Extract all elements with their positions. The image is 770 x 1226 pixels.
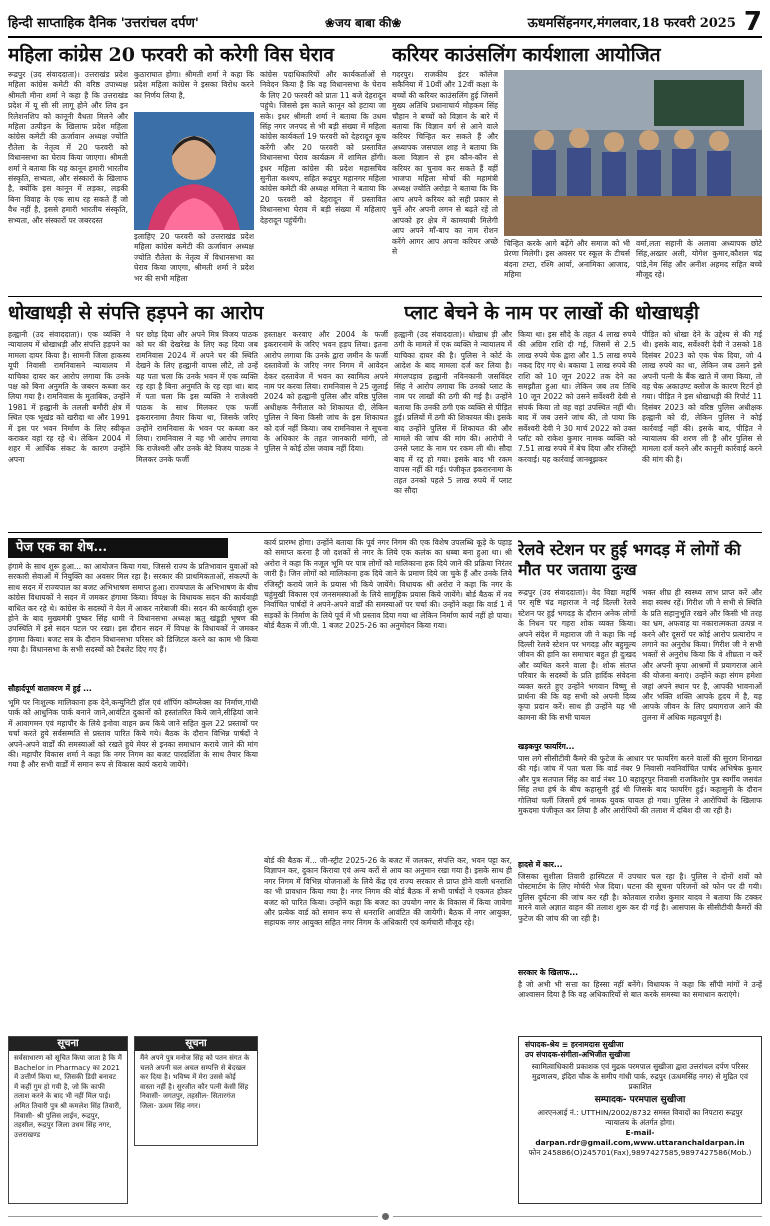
story4-col2: किया था। इस सौदे के तहत 4 लाख रुपये की अग्रिम राशि दी गई, जिसमें से 2.5 लाख रुपये चेक द्वारा और 1.5 लाख रुपये नकद दिए गए थे। बकाया 1 लाख रुपये की राशि को 10 जून 2022 तक देने का समझौता हुआ था। लेकिन जब तय तिथि 10 जून 2022 को उसने सर्वेश्वरी देवी से संपर्क किया तो वह वहां उपस्थित नहीं थी। बाद में जब उसने जांच की, तो पाया कि सर्वेश्वरी देवी ने 30 मार्च 2022 को उक्त प्लॉट को राकेश कुमार नामक व्यक्ति को 7.51 लाख रुपये में बेच दिया और रजिस्ट्री करवाई। यह कार्रवाई जानबूझकर [518, 330, 636, 464]
imprint-chief-editor: सम्पादक- परमपाल सुखीजा [594, 1095, 686, 1105]
masthead [8, 8, 762, 38]
notice-1-title: सूचना [9, 1037, 127, 1051]
masthead-date: ऊधमसिंहनगर,मंगलवार,18 फरवरी 2025 [527, 16, 736, 31]
story2-caption-left: चिन्हित करके आगे बढ़ेंगे और समाज को भी प्रेरणा मिलेगी। इस अवसर पर स्कूल के टीचर्स बंदना टम्टा, रश्मि आर्या, अनामिका आजाद, महिमा [504, 239, 630, 280]
imprint-coeditor: उप संपादक-संगीता-अभिजीत सुखीजा [525, 1050, 630, 1059]
notice-2-body: मैंने अपने पुत्र मनोज सिंह को पतन संगत के चलते अपनी चल अचल सम्पत्ति से बेदखल कर दिया है। भविष्य में मेरा उससे कोई वास्ता नहीं है। सुरजीत कौर पत्नी केसी सिंह निवासी- जगतपुर, तहसील- सितारगंज जिला- ऊधम सिंह नगर। [140, 1054, 250, 1110]
story6-text3: है जो अभी भी सत्ता का हिस्सा नहीं बनेंगे। विधायक ने कहा कि सौंपी मांगों ने उन्हें आश्वासन दिया है कि वह अधिकारियों से बात करके समस्या का समाधान कराएंगे। [518, 980, 762, 1000]
masthead-paper-name: हिन्दी साप्ताहिक दैनिक 'उत्तरांचल दर्पण' [8, 16, 199, 31]
story6-subhead: हादसे में कार... [518, 860, 563, 869]
page-one-col1b: भूमि पर निःशुल्क मालिकाना हक देने,कन्युनिटी हॉल एवं शॉपिंग कॉम्प्लेक्स का निर्माण,गांधी पार्क को आधुनिक पार्क बनाने जाने,आवंटित दुकानों को हस्तांतरित किये जाने,सीढ़ियां जाने में आवागमन एवं महापौर के लिये इनोवा वाहन क्रय किये जाने सहित कुल 22 प्रस्तावों पर चर्चा करते हुये सर्वसम्मति से प्रस्ताव पारित किये गये। बैठक के दौरान विभिन्न पार्षदों ने अपने-अपने वार्डों की समस्याओं को रखते हुये मेयर से इनका समाधान कराये जाने की मांग की। महापौर विकास शर्मा ने कहा कि नगर निगम का बजट पारदर्शिता के साथ तैयार किया गया है और सभी वार्डों में समान रूप से विकास कार्य कराये जायेंगे। [8, 698, 258, 770]
story1-body [8, 70, 386, 292]
page-bottom-bar [8, 1212, 762, 1220]
story6-lead: खड़कपुर फायरिंग... [518, 742, 575, 751]
story2-photo [504, 70, 762, 236]
story5-headline: रेलवे स्टेशन पर हुई भगदड़ में लोगों की मौत पर जताया दुःख [518, 540, 741, 579]
story6-text: पास लगे सीसीटीवी कैमरे की फुटेज के आधार पर फायरिंग करने वालों की सुराग शिनाख्त की गई। जांच में पता चला कि वार्ड नंबर 9 निवासी नवनिर्वाचित पार्षद अभिषेक कुमार और पुत्र सतपाल सिंह का वार्ड नंबर 10 बहादुरपुर निवासी राजकिशोर पुत्र स्वर्गीय जसवंत सिंह तथा हर्ष के बीच कहासुनी हुई थी जिसके बाद फायरिंग हुई। कहासुनी के दौरान गोलियां चलीं जिसमें हर्ष नामक युवक घायल हो गया। पुलिस ने आरोपियों के खिलाफ मुकदमा पंजीकृत कर लिया है और आरोपियों की तलाश में दबिश दी जा रही है। [518, 754, 762, 816]
page-one-continued-title: पेज एक का शेष... [8, 538, 228, 558]
imprint-email: E-mail-darpan.rdr@gmail.com,www.uttaranchaldarpan.in [535, 1128, 745, 1147]
story4-headline: प्लाट बेचने के नाम पर लाखों की धोखाधड़ी [404, 302, 699, 324]
story4-col1: हल्द्वानी (उद संवाददाता)। धोखाध ड़ी और ठगी के मामले में एक व्यक्ति ने न्यायालय में याचिका दायर की है। पुलिस ने कोर्ट के आदेश के बाद मामला दर्ज कर लिया है। मंगलपड़ाव हल्द्वानी नविनकानी जसविंदर सिंह ने आरोप लगाया कि उनको प्लाट के नाम पर लाखों की ठगी की गई है। उन्होंने बताया कि उनकी ठगी एक व्यक्ति से पीड़ित हुई। प्रलियों में ठगी की शिकायत की। इसके बाद उन्होंने पुलिस में शिकायत की और मामले की जांच की मांग की। आरोपी ने उनसे प्लाट के नाम पर रकम ली थी। सौदा बाद में रद्द हो गया। इसके बाद भी रकम वापस नहीं की गई। पंजीकृत इकरारनामा के तहत उनको पहले 5 लाख रुपये में प्लाट का सौदा [394, 330, 512, 496]
story3-body [8, 330, 388, 528]
masthead-motto: ❀जय बाबा की❀ [324, 15, 402, 30]
page-one-col1: हंगामे के साथ शुरू हुआ... का आयोजन किया गया, जिससे राज्य के प्रतिभावान युवाओं को सरकारी सेवाओं में नियुक्ति का अवसर मिल रहा है। सरकार की प्राथमिकताओं, संकल्पों के साथ सदन में राज्यपाल का बजट अभिभाषण समाप्त हुआ। राज्यपाल के अभिभाषण के बीच कांग्रेस विधायकों ने सदन में जमकर हंगामा किया। विपक्ष के विधायक सदन की कार्यवाही बाधित कर रहे थे। कांग्रेस के सदस्यों ने वेल में आकर नारेबाजी की। सदन की कार्यवाही शुरू होने के बाद मुख्यमंत्री पुष्कर सिंह धामी ने विधानसभा अध्यक्ष ऋतु खंडूड़ी भूषण की उपस्थिति में इसे सदन पटल पर रखा। इस दौरान सदन में विपक्ष के विधायकों ने जमकर हंगामा किया। बजट सत्र के दौरान विधानसभा परिसर को डिजिटल करने का काम भी किया गया है। विधानसभा के सभी सदस्यों को टैबलेट दिए गए हैं। [8, 562, 258, 655]
story5-col2: भक्त शीघ्र ही स्वस्थ्य लाभ प्राप्त करें और सदा स्वस्थ रहें। गिरीश जी ने सभी से स्थिति के प्रति सहानुभूति रखने और किसी भी तरह का भ्रम, अफवाह या नकारात्मकता उत्पन्न न करने और दूसरों पर कोई आरोप प्रत्यारोप न लगाने का अनुरोध किया। गिरीश जी ने सभी भक्तों से अनुरोध किया कि वे शीघ्रता न करें और अपनी कृपा आश्रमों में प्रयागराज आने की योजना बनाएं। उन्होंने कहा संगम हमेशा जहां अपने स्थान पर है, आपकी भावनाओं और भक्ति शक्ति आपके हृदय में है, यह आपके जीवन के लिए प्रयागराज आने की तुलना में अधिक महत्वपूर्ण है। [642, 588, 762, 722]
registration-mark-icon [382, 1213, 389, 1220]
classroom-students-photo [504, 70, 762, 236]
story6-text2: जिसका सुशीला तिवारी हास्पिटल में उपचार चल रहा है। पुलिस ने दोनों शवों को पोस्टमार्टम के लिए मोर्चरी भेज दिया। घटना की सूचना परिजनों को फोन पर दी गयी। पुलिस दुर्घटना की जांच कर रही है। कोतवाल राजेश कुमार यादव ने बताया कि टक्कर मारने वाले अज्ञात वाहन की तलाश शुरू कर दी गई है। आसपास के सीसीटीवी कैमरों की फुटेज की जांच की जा रही है। [518, 872, 762, 923]
notice-1-body: सर्वसाधारण को सूचित किया जाता है कि मैं Bachelor in Pharmacy का 2021 में उत्तीर्ण किया था, जिसकी डिग्री बनावट में कहीं गुम हो गयी है, जो कि काफी तलाश करने के बाद भी नहीं मिल पाई। अमित तिवारी पुत्र श्री कमलेश सिंह तिवारी, निवासी- श्री पुलिस लाईन, रूद्रपुर, तहसील, रूद्रपुर जिला उधम सिंह नगर, उत्तराखण्ड [14, 1054, 122, 1139]
story2-media [504, 70, 762, 292]
story1-middle [134, 70, 254, 292]
imprint-rni: आरएनआई नं.: UTTHIN/2002/8732 समस्त विवादों का निपटारा रूद्रपुर न्यायालय के अंतर्गत होगा। [537, 1108, 743, 1127]
section-divider [8, 532, 762, 533]
story3-col3: हस्ताक्षर करवाए और 2004 के फर्जी इकरारनामे के जरिए भवन हड़प लिया। इतना आरोप लगाया कि उनके द्वारा जमीन के फर्जी दस्तावेजों के जरिए नगर निगम में आवेदन देकर दस्तावेज में भवन का स्वामित्व अपने नाम पर करवा लिया। रामनिवास ने 25 जुलाई 2024 को हल्द्वानी पुलिस और वरिष्ठ पुलिस अधीक्षक नैनीताल को शिकायत दी, लेकिन पुलिस ने बिना किसी जांच के इस शिकायत को दर्ज नहीं किया। जब रामनिवास ने सूचना के अधिकार के तहत जानकारी मांगी, तो पुलिस ने कोई ठोस जवाब नहीं दिया। [264, 330, 388, 454]
story3-headline: धोखाधड़ी से संपत्ति हड़पने का आरोप [8, 302, 264, 324]
story6-subhead2: सरकार के खिलाफ... [518, 968, 579, 977]
page-one-subhead: सौहार्दपूर्ण वातावरण में हुई ... [8, 684, 92, 693]
story2-caption-right: वर्मा,लता सहानी के अलावा अध्यापक छोटे सिंह,अख्तर अली, योगेश कुमार,कौशल चंद्र पांडे,नेम सिंह और अनीश अहमद सहित बच्चे मौजूद रहे। [636, 239, 762, 280]
story2-headline: करियर काउंसलिंग कार्यशाला आयोजित [392, 44, 661, 66]
page-one-col2b: बोर्ड की बैठक में... जी-स्ट्रीट 2025-26 के बजट में जलकर, संपत्ति कर, भवन पट्टा कर, विज्ञापन कर, दुकान किराया एवं अन्य करों से आय का अनुमान रखा गया है। इसके साथ ही नगर निगम में विभिन्न योजनाओं के लिये केंद्र एवं राज्य सरकार से प्राप्त होने वाली धनराशि का भी प्रावधान किया गया है। नगर निगम की बोर्ड बैठक में सभी पार्षदों ने एकमत होकर बजट को पारित किया। उन्होंने कहा कि बजट का उपयोग नगर के विकास में किया जायेगा और प्रत्येक वार्ड को समान रूप से धनराशि आवंटित की जायेगी। बैठक में नगर आयुक्त, सहायक नगर आयुक्त सहित नगर निगम के अधिकारी एवं कर्मचारी मौजूद रहे। [264, 856, 512, 928]
notice-box-1 [8, 1036, 128, 1204]
story1-col3: कांग्रेस पदाधिकारियों और कार्यकर्ताओं से निवेदन किया है कि वह विधानसभा के घेराव के लिए 20 फरवरी को प्रातः 11 बजे देहरादून पहुंचे। जिससे इस काले कानून को हटाया जा सके। इधर श्रीमती शर्मा ने बताया कि उधम सिंह नगर जनपद से भी बड़ी संख्या में महिला कांग्रेस कार्यकर्ता 19 फरवरी को देहरादून कूच करेंगी और 20 फरवरी को प्रस्तावित विधानसभा घेराव कार्यक्रम में शामिल होंगी। इधर महिला कांग्रेस की प्रदेश महासचिव सुनीता कश्यप, सहित रूद्रपुर महानगर महिला कांग्रेस कमेटी की अध्यक्ष ममिता ने बताया कि 20 फरवरी को देहरादून में प्रस्तावित विधानसभा घेराव में बड़ी संख्या में महिलाएं देहरादून पहुंचेंगी। [260, 70, 386, 225]
imprint-publisher-line: स्वामित्वाधिकारी प्रकाशक एवं मुद्रक परमपाल सुखीजा द्वारा उत्तरांचल दर्पण परिसर मुद्रणालय, इंदिरा चौक के समीप गांधी पार्क, रुद्रपुर (ऊधमसिंह नगर) से मुद्रित एवं प्रकाशित [531, 1062, 749, 1091]
notice-box-2 [134, 1036, 258, 1146]
imprint-box [518, 1036, 762, 1204]
imprint-editor: संपादक-श्रेय ≡ हरनामदास सुखीजा [525, 1040, 624, 1049]
story5-col1: रूद्रपुर (उद संवाददाता)। वेद विद्या महर्षि पर सृष्टि चंद्र महाराज ने नई दिल्ली रेलवे स्टेशन पर हुई भगदड़ के दौरान अनेक लोगों के निधन पर गहरा शोक व्यक्त किया। अपने संदेश में महाराज जी ने कहा कि नई दिल्ली रेलवे स्टेशन पर भगदड़ और बहुमूल्य जीवन की हानि का समाचार बहुत ही दुःखद और व्यथित करने वाला है। शोक संतप्त परिवार के सदस्यों के प्रति हार्दिक संवेदना व्यक्त करते हुए उन्होंने भगवान विष्णु से प्रार्थना की कि वह सभी को अपनी दिव्य कृपा प्रदान करें। साथ ही उन्होंने यह भी कामना की कि सभी घायल [518, 588, 636, 722]
section-divider [8, 296, 762, 297]
story1-col2: कुठाराघात होगा। श्रीमती शर्मा ने कहा कि प्रदेश महिला कांग्रेस ने इसका विरोध करने का निर्णय लिया है, [134, 70, 254, 100]
notice-2-title: सूचना [135, 1037, 257, 1051]
story1-headline: महिला कांग्रेस 20 फरवरी को करेगी विस घेराव [8, 44, 334, 66]
story6-body [518, 742, 762, 1032]
story3-col2: घर छोड़ दिया और अपने मित्र विजय पाठक को घर की देखरेख के लिए कह दिया जब रामनिवास 2024 में अपने घर की स्थिति देखने के लिए हल्द्वानी वापस लौटे, तो उन्हें यह पता चला कि उनके भवन में एक व्यक्ति रह रहा है बिना अनुमति के रह रहा था। बाद में पता चला कि इस व्यक्ति ने राजेश्वरी पाठक के साथ मिलकर एक फर्जी इकरारनामा तैयार किया था, जिसके जरिए उन्होंने रामनिवास के भवन पर कब्जा कर लिया। रामनिवास ने यह भी आरोप लगाया कि राजेश्वरी और उनके बेटे विजय पाठक ने मिलकर उनके फर्जी [136, 330, 258, 464]
story5-body [518, 588, 762, 738]
woman-portrait-photo [134, 112, 254, 230]
imprint-phone: फोन 245886(O)245701(Fax),9897427585,9897427586(Mob.) [528, 1148, 752, 1157]
story1-photo [134, 112, 254, 230]
story4-body [394, 330, 762, 528]
story2-col1: गदरपुर। राजकीय इंटर कॉलेज सकैनिया में 10वीं और 12वीं कक्षा के बच्चों की करियर काउंसलिंग हुई जिसमें मुख्य अतिथि प्रधानाचार्य मोहकम सिंह चौहान ने बच्चों को विज्ञान के बारे में बताया कि विज्ञान वर्ग से आने वाले करियर चिन्हित कर सकते हैं और अध्यापक जसपाल शाह ने बताया कि कला विज्ञान से हम कौन-कौन से करियर का चुनाव कर सकते हैं वहीं भाजपा महिला मोर्चा की महामंत्री अध्यक्ष ज्योति अरोड़ा ने बताया कि कि आप अपने करियर को सही प्रकार से चुनें और अपनी लगन से बढ़ते रहें तो आपको हर क्षेत्र में कामयाबी मिलेगी आप अपने माँ-बाप का नाम रोशन करेंगे आगर आप अपना करियर अच्छे से [392, 70, 498, 256]
story4-col3: पीड़ित को धोखा देने के उद्देश्य से की गई थी। इसके बाद, सर्वेश्वरी देवी ने उसको 18 दिसंबर 2023 को एक चेक दिया, जो 4 लाख रुपये का था, लेकिन जब उसने इसे अपनी पत्नी के बैंक खाते में जमा किया, तो वह चेक अकाउण्ट क्लोज के कारण रिटर्न हो गया। पीड़ित ने इस धोखाधड़ी की रिपोर्ट 11 दिसंबर 2023 को वरिष्ठ पुलिस अधीक्षक हल्द्वानी को दी, लेकिन पुलिस ने कोई कार्रवाई नहीं की। इसके बाद, पीड़ित ने न्यायालय की शरण ली है और पुलिस से मामला दर्ज करने और कानूनी कार्रवाई करने की मांग की है। [642, 330, 762, 464]
page-one-col2: कार्य प्रारम्भ होगा। उन्होंने बताया कि पूर्व नगर निगम की एक विशेष उपलब्धि कूड़े के पहाड़ को समाप्त करना है जो दशकों से नगर के लिये एक कलंक का धब्बा बना हुआ था। श्री अरोरा ने कहा कि नजूल भूमि पर पात्र लोगों को मालिकाना हक दिये जाने की प्रक्रिया निरंतर जारी है। जिन लोगों को मालिकाना हक दिये जाने के प्रमाण दिये जा चुके हैं और उनके लिये रजिस्ट्री कराये जाने के प्रयास भी किये जायेंगे। विधायक श्री अरोरा ने कहा कि नगर के चहुंमुखी विकास एवं जनसमस्याओं के लिये सामूहिक प्रयास किये जायेंगे। बोर्ड बैठक में नव निर्वाचित पार्षदों ने अपने-अपने वार्डों की समस्याओं पर चर्चा की। उन्होंने कहा कि वार्ड 1 में सड़कों के निर्माण के लिये पूर्व में भी प्रस्ताव दिया गया था लेकिन निर्माण कार्य नहीं हो पाया। बोर्ड बैठक में जी.पी. 1 बजट 2025-26 का अनुमोदन किया गया। [264, 538, 512, 631]
page-number: 7 [743, 7, 762, 37]
story2-body [392, 70, 762, 292]
story3-col1: हल्द्वानी (उद संवाददाता)। एक व्यक्ति ने न्यायालय में धोखाधड़ी और संपत्ति हड़पने का मामला दायर किया है। सामनी जिला हाकस्य यूपी निवासी रामनिवासने न्यायालय में याचिका दायर कर आरोप लगाया कि उनके पक्ष को बिना अनुमति के जबरन कब्जा कर लिया गया है। रामनिवास के मुताबिक, उन्होंने 1981 में हल्द्वानी के तलली बमौरी क्षेत्र में स्थित एक भूखंड को खरीदा था और 1991 में इस पर भवन निर्माण के लिए स्वीकृत कराकर वहां रह रहे थे। लेकिन 2004 में शहर में आर्थिक संकट के कारण उन्होंने अपना [8, 330, 130, 464]
story1-col1: रूद्रपुर (उद संवाददाता)। उत्तराखंड प्रदेश महिला कांग्रेस कमेटी की वरिष्ठ उपाध्यक्ष श्रीमती मीना शर्मा ने कहा है कि उत्तराखंड प्रदेश में यू सी सी लागू होने और लिव इन रिलेशनशिप को कानूनी वैधता मिलने और महिला उत्पीड़न के खिलाफ प्रदेश महिला कांग्रेस कमेटी की ऊर्जावान अध्यक्ष ज्योति रौतेला के नेतृत्व में 20 फरवरी को विधानसभा का घेराव किया जाएगा। श्रीमती शर्मा ने बताया कि यह कानून हमारी भारतीय संस्कृति, सभ्यता, और संस्कारों के खिलाफ है, क्योंकि इस कानून में लड़का, लड़की बिना विवाह के एक साथ रह सकते हैं जो वैध नहीं है, इससे हमारी भारतीय संस्कृति, सभ्यता, और संस्कारों पर जबरदस्त [8, 70, 128, 225]
story1-caption: इलाहिए 20 फरवरी को उत्तराखंड प्रदेश महिला कांग्रेस कमेटी की ऊर्जावान अध्यक्ष ज्योति रौतेला के नेतृत्व में विधानसभा का घेराव किया जाएगा, श्रीमती शर्मा ने प्रदेश भर की सभी महिला [134, 232, 254, 283]
